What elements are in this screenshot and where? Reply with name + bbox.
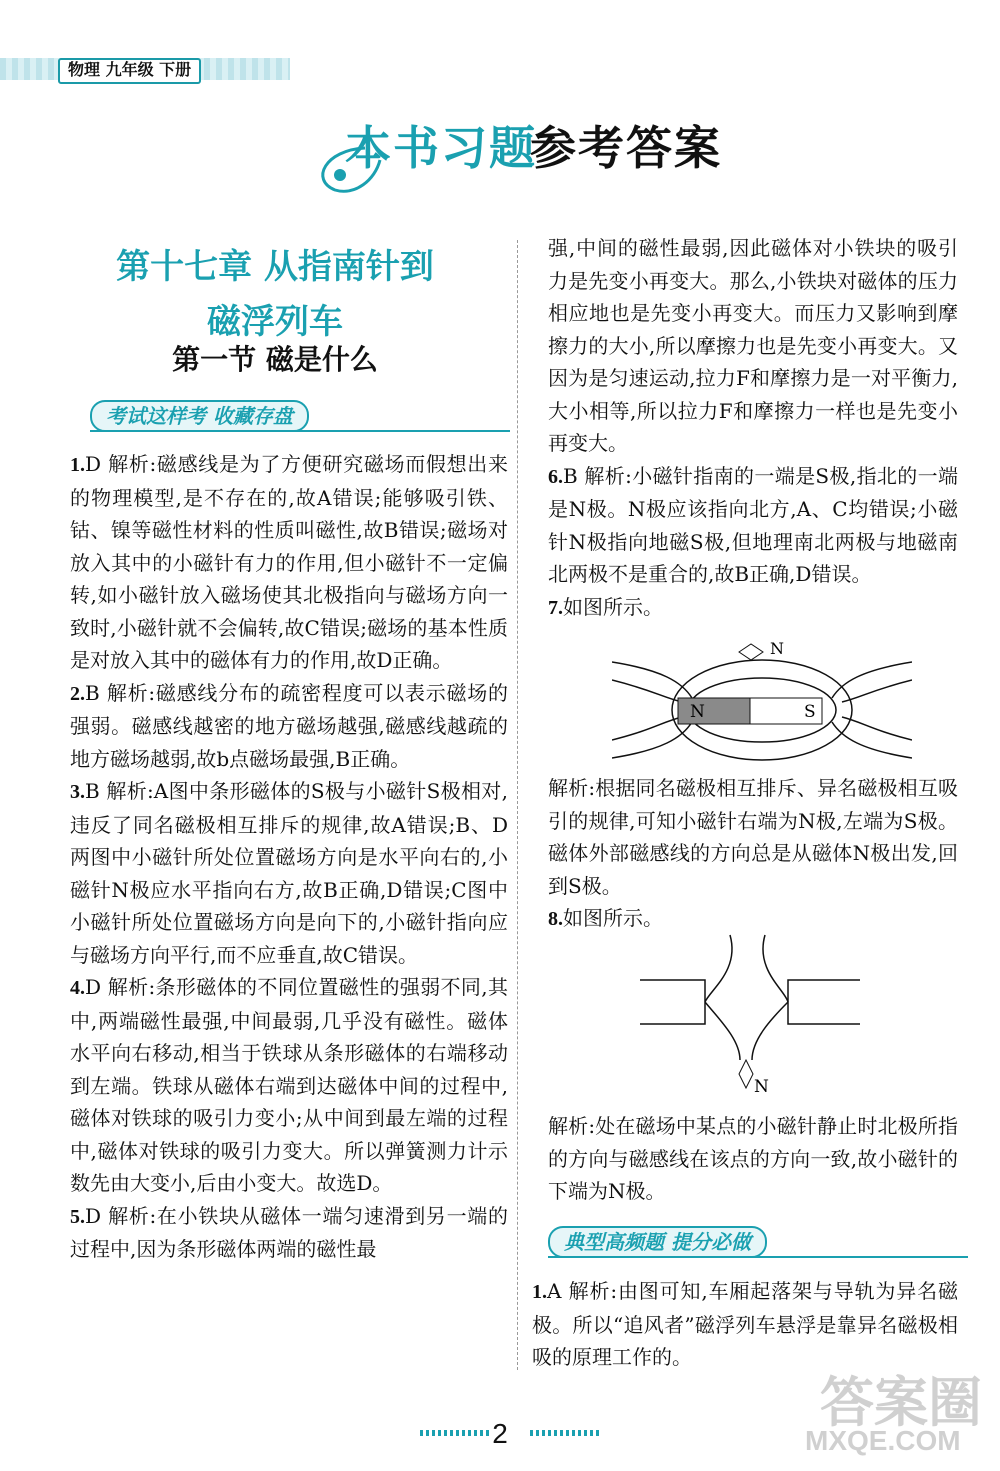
exam-tag-label: 考试这样考 收藏存盘 — [90, 400, 309, 432]
chapter-title-line2: 磁浮列车 — [207, 302, 343, 342]
chapter-title — [40, 240, 510, 350]
title-part1: 本书习题 — [345, 121, 537, 175]
exam-tag — [90, 400, 510, 432]
figure-7-explanation: 解析:根据同名磁极相互排斥、异名磁极相互吸引的规律,可知小磁针右端为N极,左端为S极。磁体外部磁感线的方向总是从磁体N极出发,回到S极。 — [548, 776, 958, 898]
figure-8-like-poles — [640, 930, 860, 1110]
compass-n-label: N — [754, 1077, 769, 1097]
typical-tag-label: 典型高频题 提分必做 — [548, 1226, 767, 1258]
section-title: 第一节 磁是什么 — [172, 343, 378, 376]
left-magnet — [640, 980, 705, 1024]
right-magnet — [788, 980, 860, 1024]
right-answer-mid — [548, 772, 958, 936]
compass-needle-icon — [739, 644, 763, 660]
answer-item: 1.D 解析:磁感线是为了方便研究磁场而假想出来的物理模型,是不存在的,故A错误;能够吸引铁、钴、镍等磁性材料的性质叫磁性,故B错误;磁场对放入其中的小磁针有力的作用,但小磁针不一定偏转,如小磁针放入磁场使其北极指向与磁场方向一致时,小磁针就不会偏转,故C错误;磁场的基本性质是对放入其中的磁体有力的作用,故D正确。 — [70, 452, 508, 672]
figure-8-explanation: 解析:处在磁场中某点的小磁针静止时北极所指的方向与磁感线在该点的方向一致,故小磁针的下端为N极。 — [548, 1114, 958, 1203]
figure-7-magnet-field — [612, 642, 912, 762]
compass-needle-icon — [739, 1060, 753, 1088]
answer-item: 5.D 解析:在小铁块从磁体一端匀速滑到另一端的过程中,因为条形磁体两端的磁性最 — [70, 1203, 508, 1261]
typical-answer: 1.A 解析:由图可知,车厢起落架与导轨为异名磁极。所以“追风者”磁浮列车悬浮是靠异名磁极相吸的原理工作的。 — [532, 1279, 958, 1369]
answer-item: 3.B 解析:A图中条形磁体的S极与小磁针S极相对,违反了同名磁极相互排斥的规律,故A错误;B、D两图中小磁针所处位置磁场方向是水平向右的,小磁针N极应水平指向右方,故B正确,D错误;C图中小磁针所处位置磁场方向是向下的,小磁针指向应与磁场方向平行,而不应垂直,故C错误。 — [70, 779, 508, 967]
answer-continuation: 强,中间的磁性最弱,因此磁体对小铁块的吸引力是先变小再变大。那么,小铁块对磁体的压力相应地也是先变小再变大。而压力又影响到摩擦力的大小,所以摩擦力也是先变小再变大。又因为是匀速运动,拉力F和摩擦力是一对平衡力,大小相等,所以拉力F和摩擦力一样也是先变小再变大。 — [548, 236, 958, 455]
left-answer-list — [70, 448, 508, 1266]
footer-decoration — [530, 1430, 600, 1436]
right-answer-top — [548, 232, 958, 624]
watermark-url: MXQE.COM — [805, 1425, 961, 1456]
bar-magnet-n-half — [678, 698, 750, 724]
chapter-title-line1: 第十七章 从指南针到 — [116, 247, 434, 287]
bar-s-label: S — [804, 702, 816, 722]
typical-tag — [548, 1226, 968, 1258]
compass-n-label: N — [770, 642, 784, 658]
answer-item: 7.如图所示。 — [548, 594, 663, 619]
book-label: 物理 九年级 下册 — [58, 58, 201, 84]
watermark-text: 答案圈 — [820, 1371, 982, 1434]
title-part2: 参考答案 — [530, 121, 722, 175]
column-divider — [517, 240, 518, 1370]
answer-item: 2.B 解析:磁感线分布的疏密程度可以表示磁场的强弱。磁感线越密的地方磁场越强,磁感线越疏的地方磁场越弱,故b点磁场最强,B正确。 — [70, 680, 508, 771]
answer-item: 6.B 解析:小磁针指南的一端是S极,指北的一端是N极。N极应该指向北方,A、C均错误;小磁针N极指向地磁S极,但地理南北两极与地磁南北两极不是重合的,故B正确,D错误。 — [548, 463, 958, 586]
page-number: 2 — [492, 1418, 508, 1449]
answer-item: 4.D 解析:条形磁体的不同位置磁性的强弱不同,其中,两端磁性最强,中间最弱,几乎没有磁性。磁体水平向右移动,相当于铁球从条形磁体的右端移动到左端。铁球从磁体右端到达磁体中间的过程中,磁体对铁球的吸引力变小;从中间到最左端的过程中,磁体对铁球的吸引力变大。所以弹簧测力计示数先由大变小,后由小变大。故选D。 — [70, 975, 508, 1195]
answer-item: 8.如图所示。 — [548, 906, 663, 930]
bar-n-label: N — [690, 702, 705, 722]
